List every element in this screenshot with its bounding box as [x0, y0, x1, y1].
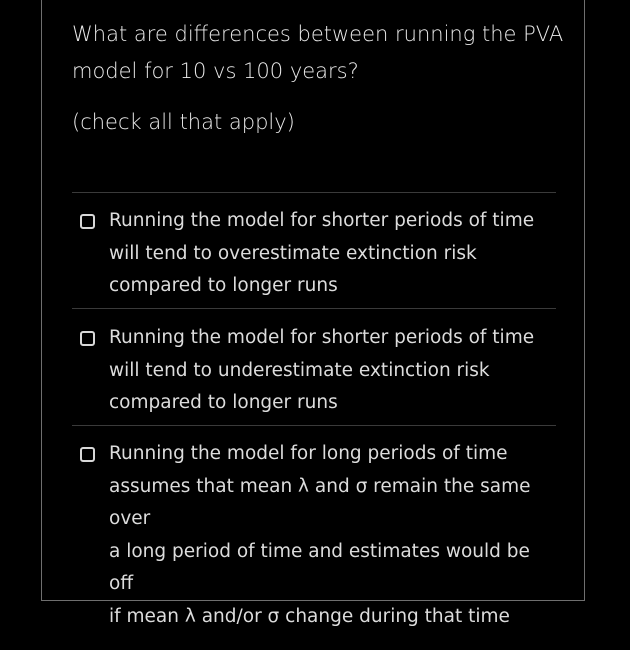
question-text	[72, 16, 572, 90]
instruction-text: (check all that apply)	[72, 110, 295, 134]
option-label-line: Running the model for shorter periods of time	[109, 210, 535, 231]
option-label-line: Running the model for long periods of time	[109, 443, 508, 464]
option-label	[109, 205, 554, 303]
divider	[72, 192, 556, 193]
checkbox-icon[interactable]	[80, 447, 95, 462]
divider	[72, 425, 556, 426]
option-underestimate[interactable]	[72, 328, 556, 424]
option-label	[109, 438, 554, 633]
checkbox-icon[interactable]	[80, 214, 95, 229]
question-line-2: model for 10 vs 100 years?	[72, 59, 359, 83]
option-label-line: assumes that mean λ and σ remain the same over	[109, 475, 531, 529]
option-label-line: if mean λ and/or σ change during that time	[109, 605, 510, 627]
checkbox-icon[interactable]	[80, 331, 95, 346]
option-label-line: Running the model for shorter periods of time	[109, 327, 535, 348]
option-long-periods[interactable]	[72, 443, 556, 627]
option-label-line: compared to longer runs	[109, 275, 338, 296]
option-label-line: will tend to overestimate extinction risk	[109, 242, 477, 264]
option-label-line: compared to longer runs	[109, 392, 338, 413]
option-label-line: a long period of time and estimates would be off	[109, 540, 530, 594]
divider	[72, 308, 556, 309]
option-label-line: will tend to underestimate extinction risk	[109, 359, 490, 381]
option-label	[109, 322, 554, 420]
option-overestimate[interactable]	[72, 211, 556, 307]
question-line-1: What are differences between running the PVA	[72, 22, 564, 46]
